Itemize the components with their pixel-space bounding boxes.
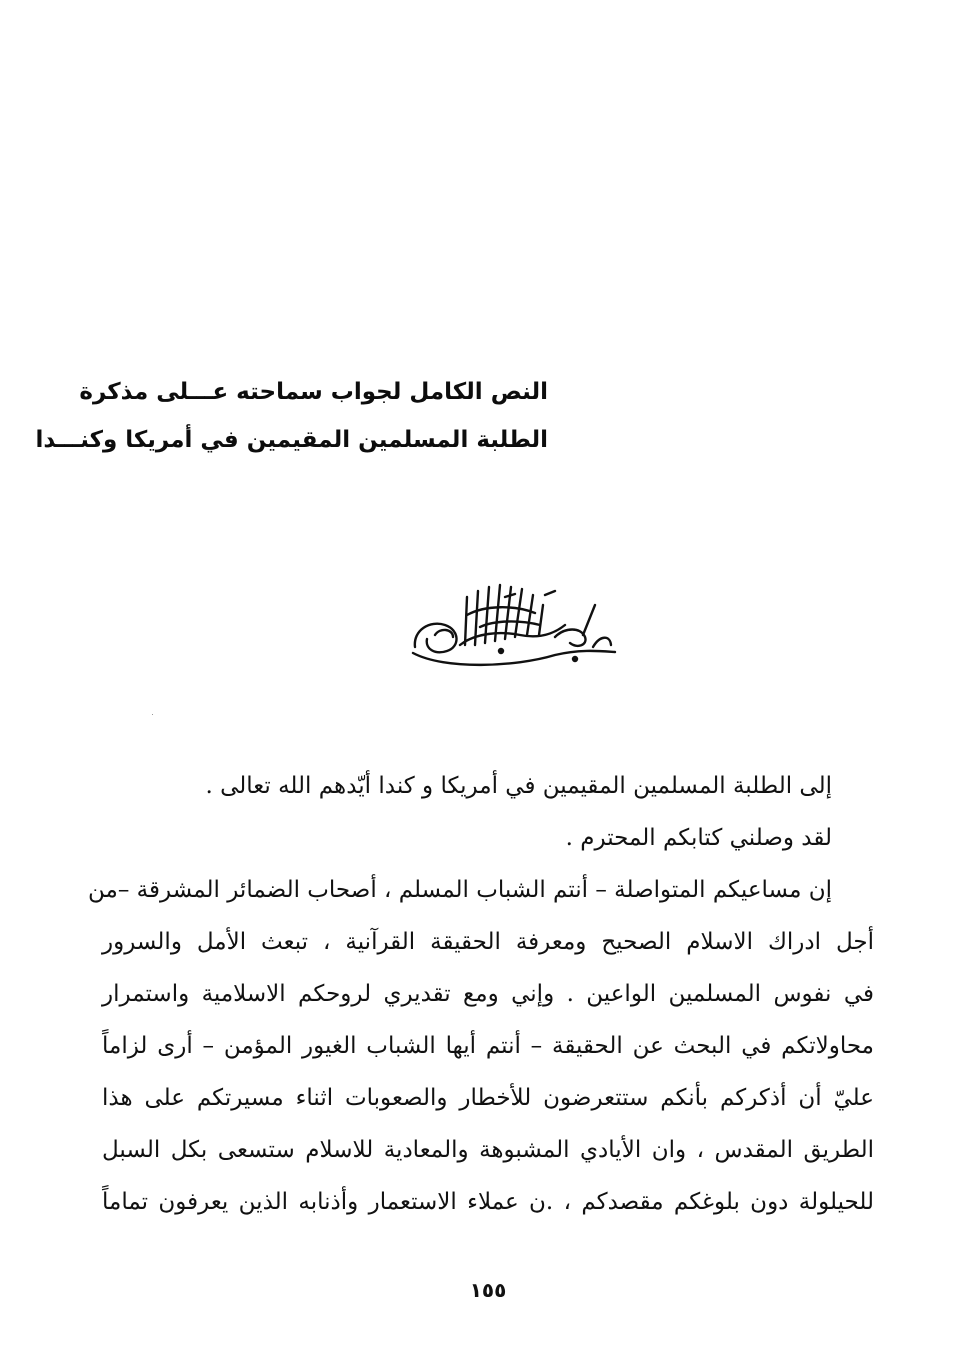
letter-greeting: إلى الطلبة المسلمين المقيمين في أمريكا و كندا أيّدهم الله تعالى . <box>205 773 832 799</box>
basmala-calligraphy <box>405 575 620 675</box>
document-title <box>35 368 548 464</box>
title-line-2: الطلبة المسلمين المقيمين في أمريكا وكنـــدا <box>35 427 548 453</box>
paragraph-line: عليّ أن أذكركم بأنكم ستتعرضون للأخطار والصعوبات اثناء مسيرتكم على هذا <box>102 1085 874 1111</box>
paragraph-line: في نفوس المسلمين الواعين . وإني ومع تقديري لروحكم الاسلامية واستمرار <box>102 981 874 1007</box>
letter-opening: لقد وصلني كتابكم المحترم . <box>565 825 832 851</box>
paragraph-line: أجل ادراك الاسلام الصحيح ومعرفة الحقيقة القرآنية ، تبعث الأمل والسرور <box>102 929 874 955</box>
paragraph-line: محاولاتكم في البحث عن الحقيقة – أنتم أيها الشباب الغيور المؤمن – أرى لزاماً <box>102 1033 874 1059</box>
paragraph-line: للحيلولة دون بلوغكم مقصدكم ، .ن عملاء الاستعمار وأذنابه الذين يعرفون تماماً <box>102 1189 874 1215</box>
letter-paragraph <box>88 864 874 1228</box>
scan-speck <box>152 714 153 715</box>
paragraph-line: الطريق المقدس ، وان الأيادي المشبوهة والمعادية للاسلام ستسعى بكل السبل <box>102 1137 874 1163</box>
paragraph-line: إن مساعيكم المتواصلة – أنتم الشباب المسلم ، أصحاب الضمائر المشرقة –من <box>88 877 832 903</box>
letter-body <box>88 760 874 1228</box>
page-number: ١٥٥ <box>469 1278 507 1302</box>
basmala-calligraphy-icon <box>405 575 620 675</box>
title-line-1: النص الكامل لجواب سماحته عـــلى مذكرة <box>79 379 548 405</box>
